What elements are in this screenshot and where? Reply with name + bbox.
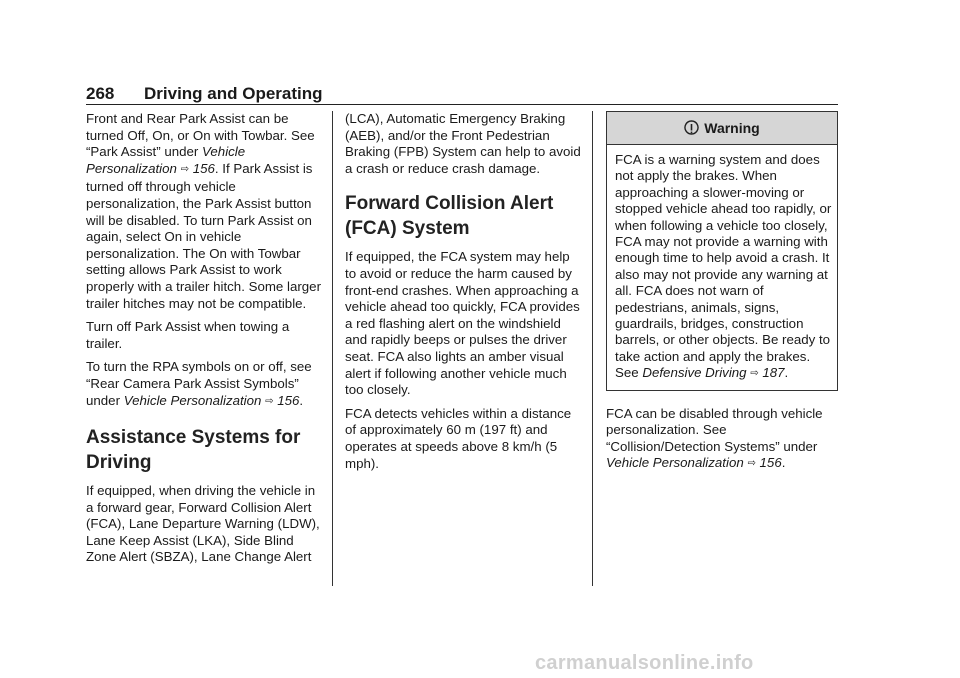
section-title: Driving and Operating — [144, 84, 323, 103]
warning-box — [606, 111, 838, 391]
section-heading: Assistance Systems for Driving — [86, 427, 301, 474]
page-number: 268 — [86, 84, 115, 103]
warning-title: Warning — [704, 119, 760, 136]
watermark: carmanualsonline.info — [535, 652, 754, 674]
column-divider — [332, 111, 333, 586]
warning-header — [607, 112, 837, 145]
header-rule — [86, 104, 838, 105]
paragraph: To turn the RPA symbols on or off, see “Rear Camera Park Assist Symbols” under Vehicle Personalization ⇨ 156. — [86, 359, 312, 408]
cross-reference-link[interactable]: Vehicle Personalization — [606, 455, 744, 471]
page-reference[interactable]: 187 — [762, 365, 785, 381]
paragraph: Turn off Park Assist when towing a trailer. — [86, 319, 290, 351]
warning-icon — [684, 120, 699, 136]
cross-reference-link[interactable]: Defensive Driving — [642, 365, 747, 381]
page-ref-arrow-icon: ⇨ — [180, 163, 190, 175]
section-heading: Forward Collision Alert (FCA) System — [345, 193, 554, 240]
cross-reference-link[interactable]: Vehicle Personalization — [123, 392, 262, 408]
paragraph: (LCA), Automatic Emergency Braking (AEB), and/or the Front Pedestrian Braking (FPB) System can help to avoid a crash or reduce crash damage. — [345, 111, 581, 176]
paragraph: FCA detects vehicles within a distance of approximately 60 m (197 ft) and operates at speeds above 8 km/h (5 mph). — [345, 405, 572, 471]
page-header — [86, 82, 838, 106]
page-reference[interactable]: 156 — [192, 160, 215, 176]
paragraph: If equipped, the FCA system may help to avoid or reduce the harm caused by front-end crashes. When approaching a vehicle ahead too quickly, FCA provides a red flashing alert on the windshield and rapidly beeps or pulses the driver seat. FCA also lights an amber visual alert if following another vehicle much too closely. — [345, 249, 580, 398]
page-ref-arrow-icon: ⇨ — [750, 368, 759, 380]
page-reference[interactable]: 156 — [759, 455, 782, 471]
column-1 — [86, 111, 322, 573]
page-ref-arrow-icon: ⇨ — [265, 395, 274, 407]
column-3 — [606, 111, 838, 481]
warning-text: FCA is a warning system and does not apply the brakes. When approaching a slower-moving or stopped vehicle ahead too rapidly, or when following a vehicle too closely, FCA may not provide a warning with enough time to help avoid a crash. It also may not provide any warning at all. FCA does not warn of pedestrians, animals, signs, guardrails, bridges, construction barrels, or other objects. Be ready to take action and apply the brakes. See Defensive Driving ⇨ 187. — [615, 152, 832, 381]
page-ref-arrow-icon: ⇨ — [747, 458, 756, 470]
page-reference[interactable]: 156 — [277, 392, 300, 408]
paragraph: If equipped, when driving the vehicle in a forward gear, Forward Collision Alert (FCA), Lane Departure Warning (LDW), Lane Keep Assist (LKA), Side Blind Zone Alert (SBZA), Lane Change Alert — [86, 483, 320, 565]
column-divider — [592, 111, 593, 586]
paragraph: Front and Rear Park Assist can be turned Off, On, or On with Towbar. See “Park Assist” under Vehicle Personalization ⇨ 156. If Park Assist is turned off through vehicle personalization, the Park Assist button will be disabled. To turn Park Assist on again, select On in vehicle personalization. The On with Towbar setting allows Park Assist to work properly with a trailer hitch. Some larger trailer hitches may not be compatible. — [86, 111, 322, 311]
column-2 — [345, 111, 581, 479]
cross-reference-link[interactable]: Vehicle Personalization — [86, 144, 246, 176]
paragraph: FCA can be disabled through vehicle personalization. See “Collision/Detection Systems” under Vehicle Personalization ⇨ 156. — [606, 405, 823, 471]
